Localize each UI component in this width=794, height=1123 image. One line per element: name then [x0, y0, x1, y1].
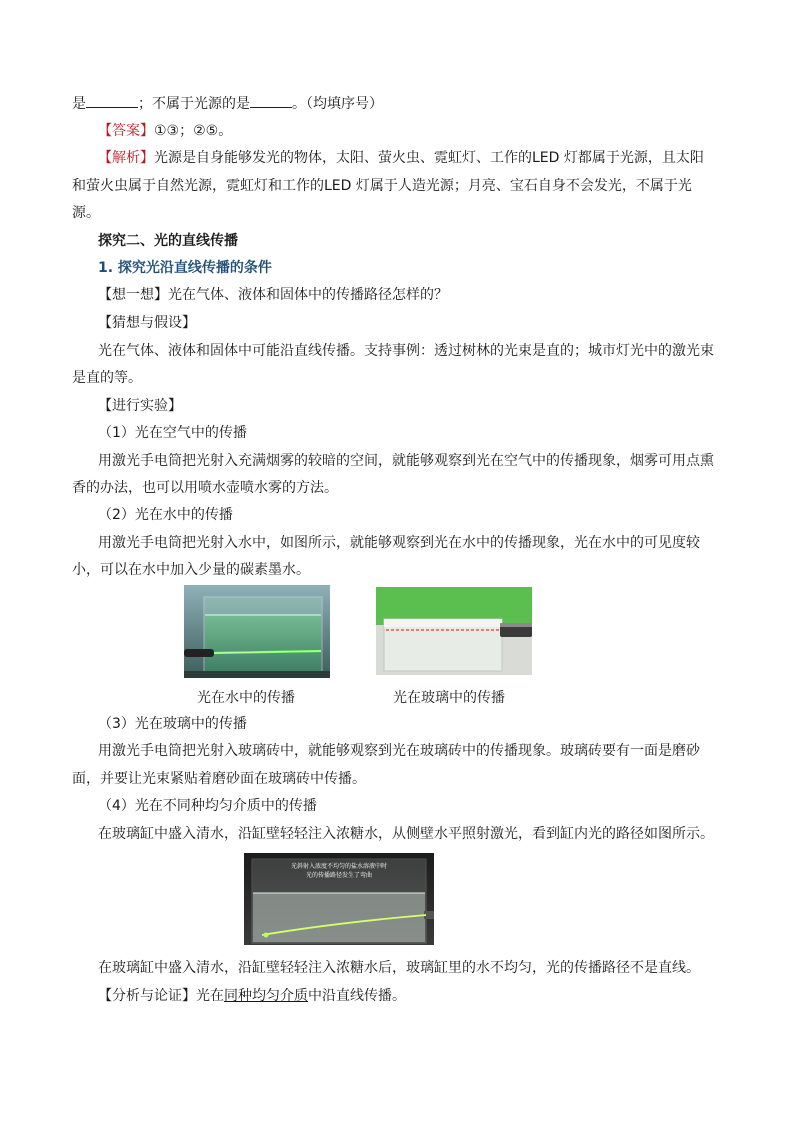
step3-title: （3）光在玻璃中的传播: [98, 716, 247, 732]
step2-line-2: 小，可以在水中加入少量的碳素墨水。: [72, 562, 310, 578]
analysis-line-1: 【解析】光源是自身能够发光的物体，太阳、萤火虫、霓虹灯、工作的LED 灯都属于光源，且太阳: [98, 150, 704, 166]
question-text-end: 。（均填序号）: [292, 96, 383, 112]
step1-line-2: 香的办法，也可以用喷水壶喷水雾的方法。: [72, 480, 338, 496]
guess-line-2: 是直的等。: [72, 370, 142, 386]
step2-line-1: 用激光手电筒把光射入水中，如图所示，就能够观察到光在水中的传播现象，光在水中的可见度较: [98, 535, 700, 551]
answer-text: ①③；②⑤。: [154, 123, 233, 139]
question-line: [72, 93, 383, 114]
question-text-start: 是: [72, 96, 86, 112]
step2-title: （2）光在水中的传播: [98, 507, 233, 523]
subsection-title: 1. 探究光沿直线传播的条件: [98, 260, 272, 276]
conclusion-line: 【分析与论证】光在同种均匀介质中沿直线传播。: [98, 988, 406, 1004]
experiment-tag: 【进行实验】: [98, 398, 182, 414]
analysis-line-2: 和萤火虫属于自然光源，霓虹灯和工作的LED 灯属于人造光源；月亮、宝石自身不会发光，不属于光: [72, 178, 692, 194]
step1-line-1: 用激光手电筒把光射入充满烟雾的较暗的空间，就能够观察到光在空气中的传播现象，烟雾可用点熏: [98, 453, 714, 469]
step1-title: （1）光在空气中的传播: [98, 425, 247, 441]
step3-line-2: 面，并要让光束紧贴着磨砂面在玻璃砖中传播。: [72, 771, 366, 787]
answer-line: [98, 121, 232, 141]
answer-blank-1: [86, 93, 138, 108]
guess-line-1: 光在气体、液体和固体中可能沿直线传播。支持事例：透过树林的光束是直的；城市灯光中的激光束: [98, 343, 714, 359]
water-laser-illustration: [184, 585, 330, 678]
photo-overlay-text-2: 光的传播路径发生了弯曲: [305, 872, 373, 879]
glass-laser-photo: [376, 587, 532, 675]
think-line: 【想一想】光在气体、液体和固体中的传播路径怎样的？: [98, 287, 448, 303]
sugar-water-illustration: [244, 853, 434, 945]
step4-title: （4）光在不同种均匀介质中的传播: [98, 798, 317, 814]
answer-tag: 【答案】: [98, 123, 154, 139]
think-tag: 【想一想】: [98, 287, 168, 303]
answer-blank-2: [250, 93, 292, 108]
glass-photo-caption: 光在玻璃中的传播: [393, 690, 505, 706]
analysis-line-3: 源。: [72, 205, 100, 221]
step4-line-1: 在玻璃缸中盛入清水，沿缸壁轻轻注入浓糖水，从侧壁水平照射激光，看到缸内光的路径如图所示。: [98, 826, 714, 842]
water-laser-photo: [184, 585, 330, 678]
glass-laser-illustration: [376, 587, 532, 675]
water-photo-caption: 光在水中的传播: [197, 690, 295, 706]
section-title: 探究二、光的直线传播: [98, 233, 238, 249]
step3-line-1: 用激光手电筒把光射入玻璃砖中，就能够观察到光在玻璃砖中的传播现象。玻璃砖要有一面是磨砂: [98, 743, 700, 759]
photo-overlay-text-1: 光斜射入浓度不均匀的盐水溶液中时: [290, 863, 388, 870]
analysis-tag: 【解析】: [98, 150, 154, 166]
guess-tag: 【猜想与假设】: [98, 315, 196, 331]
question-text-mid: ；不属于光源的是: [138, 96, 250, 112]
step4-line-2: 在玻璃缸中盛入清水，沿缸壁轻轻注入浓糖水后，玻璃缸里的水不均匀，光的传播路径不是直线。: [98, 960, 700, 976]
sugar-water-photo: [244, 853, 434, 945]
conclusion-tag: 【分析与论证】: [98, 988, 196, 1004]
conclusion-underlined: 同种均匀介质: [224, 988, 308, 1004]
